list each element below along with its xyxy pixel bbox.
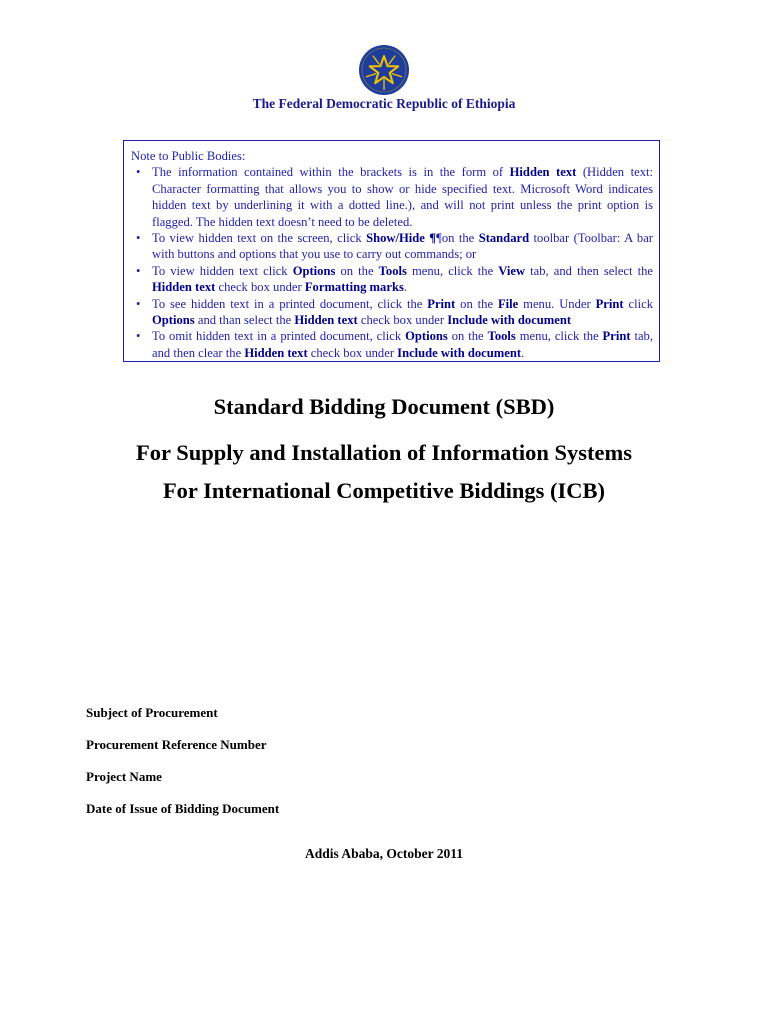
note-text: The information contained within the brackets is in the form of bbox=[152, 165, 510, 180]
note-bold-term: Hidden text bbox=[509, 165, 577, 180]
note-text: To omit hidden text in a printed document, click bbox=[152, 329, 406, 344]
note-list bbox=[131, 164, 653, 361]
field-subject-of-procurement: Subject of Procurement bbox=[86, 705, 218, 720]
document-subtitle: For Supply and Installation of Information Systems bbox=[136, 440, 632, 465]
note-list-item bbox=[131, 164, 653, 230]
hidden-text-note-box bbox=[123, 140, 660, 362]
note-list-item bbox=[131, 230, 653, 263]
field-project-name: Project Name bbox=[86, 769, 162, 784]
note-text: To view hidden text click bbox=[152, 263, 293, 278]
note-text: on the bbox=[455, 296, 498, 311]
note-bold-term: Options bbox=[405, 329, 448, 344]
note-text: (Hidden text: Character formatting that allows you to show or hide specified text. Microsoft Word indicates hidden text by underlining it with a dotted line.), and will not print unless the print option is flagged. The hidden text doesn’t need to be deleted. bbox=[152, 165, 653, 229]
note-text: menu, click the bbox=[515, 329, 603, 344]
note-text: toolbar (Toolbar: A bar with buttons and options that you use to carry out commands; or bbox=[152, 231, 654, 262]
note-bold-term: Print bbox=[602, 329, 631, 344]
note-bold-term: View bbox=[498, 263, 526, 278]
note-text: check box under bbox=[307, 345, 398, 360]
note-text: on the bbox=[447, 329, 488, 344]
note-text: check box under bbox=[357, 313, 448, 328]
note-bold-term: Print bbox=[595, 296, 624, 311]
note-text: menu, click the bbox=[406, 263, 499, 278]
note-bold-term: File bbox=[497, 296, 519, 311]
note-bold-term: Tools bbox=[378, 263, 407, 278]
note-text: To view hidden text on the screen, click bbox=[152, 231, 367, 246]
note-text: tab, and then select the bbox=[525, 263, 653, 278]
note-list-item bbox=[131, 328, 653, 361]
note-text: menu. Under bbox=[518, 296, 596, 311]
note-text: ¶on the bbox=[436, 231, 479, 246]
country-name: The Federal Democratic Republic of Ethiopia bbox=[252, 96, 516, 111]
document-scope: For International Competitive Biddings (ICB) bbox=[162, 478, 606, 503]
note-text: To see hidden text in a printed document, click the bbox=[152, 296, 428, 311]
note-title: Note to Public Bodies: bbox=[131, 149, 246, 163]
field-procurement-reference-number: Procurement Reference Number bbox=[86, 737, 267, 752]
note-text: click bbox=[623, 296, 653, 311]
note-text: on the bbox=[335, 263, 379, 278]
note-bold-term: Print bbox=[427, 296, 456, 311]
note-bold-term: Hidden text bbox=[244, 345, 308, 360]
note-bold-term: Standard bbox=[478, 231, 530, 246]
note-text: check box under bbox=[215, 280, 305, 295]
note-bold-term: Options bbox=[152, 313, 195, 328]
note-text: . bbox=[521, 345, 525, 360]
note-bold-term: Include with document bbox=[447, 313, 572, 328]
document-titles bbox=[0, 392, 768, 505]
note-list-item bbox=[131, 296, 653, 329]
note-bold-term: Tools bbox=[487, 329, 516, 344]
note-bold-term: Hidden text bbox=[294, 313, 358, 328]
place-and-date: Addis Ababa, October 2011 bbox=[304, 846, 464, 861]
note-bold-term: Formatting marks bbox=[304, 280, 404, 295]
procurement-fields bbox=[86, 705, 279, 833]
note-text: tab, and then clear the bbox=[152, 329, 653, 360]
note-list-item bbox=[131, 263, 653, 296]
ethiopia-emblem-icon bbox=[358, 44, 410, 96]
note-bold-term: Hidden text bbox=[152, 280, 216, 295]
note-text: . bbox=[403, 280, 408, 295]
note-bold-term: Options bbox=[292, 263, 336, 278]
note-bold-term: Show/Hide ¶ bbox=[366, 231, 437, 246]
note-bold-term: Include with document bbox=[397, 345, 522, 360]
document-title: Standard Bidding Document (SBD) bbox=[213, 394, 555, 419]
field-date-of-issue: Date of Issue of Bidding Document bbox=[86, 801, 280, 816]
note-text: and than select the bbox=[194, 313, 295, 328]
